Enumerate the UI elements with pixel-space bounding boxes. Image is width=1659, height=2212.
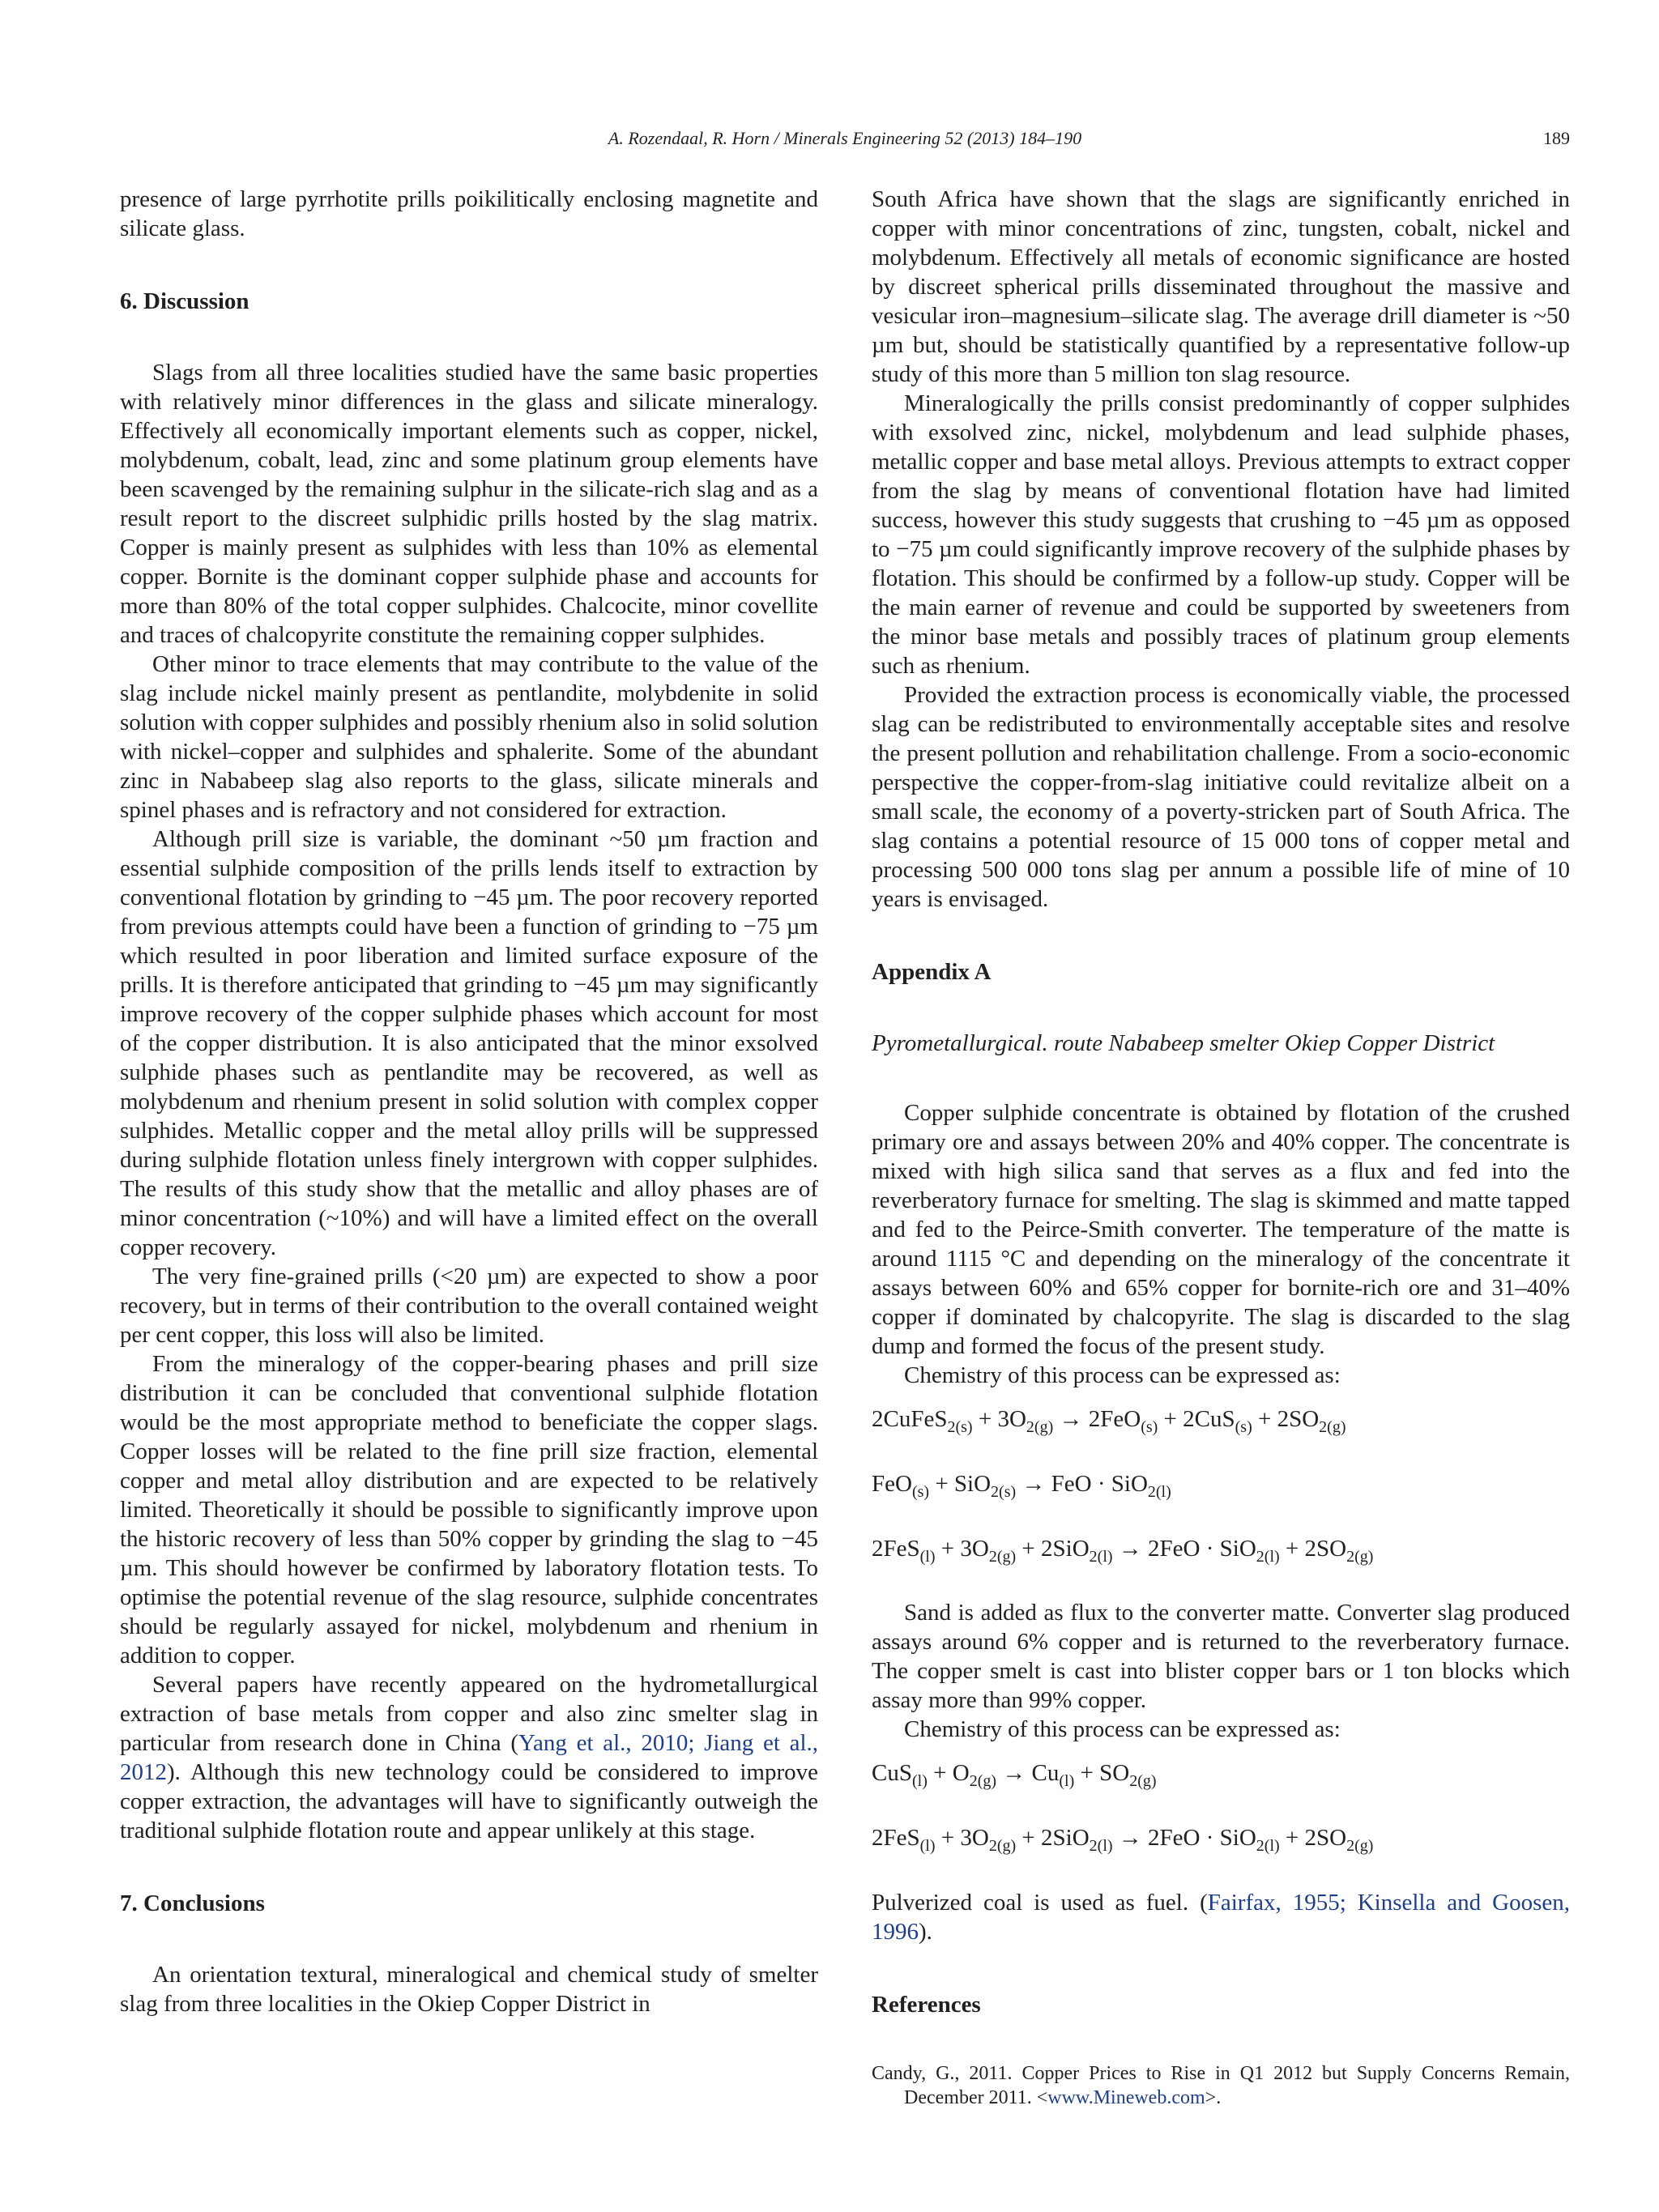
text: Pulverized coal is used as fuel. ( — [872, 1889, 1208, 1916]
text: >. — [1205, 2086, 1222, 2108]
paragraph: South Africa have shown that the slags are significantly enriched in copper with minor concentrations of zinc, tungsten, cobalt, nickel and molybdenum. Effectively all metals of economic significance are hosted by discreet spherical prills disseminated throughout the massive and vesicular iron–magnesium–silicate slag. The average drill diameter is ~50 µm but, should be statistically quantified by a representative follow-up study of this more than 5 million ton slag resource. — [872, 186, 1570, 387]
paragraph: Other minor to trace elements that may contribute to the value of the slag include nickel mainly present as pentlandite, molybdenite in solid solution with copper sulphides and possibly rhenium also in solid solution with nickel–copper and sulphides and sphalerite. Some of the abundant zinc in Nababeep slag also reports to the glass, silicate minerals and spinel phases and is refractory and not considered for extraction. — [120, 651, 818, 823]
citation-link[interactable]: Yang et al., 2010; Jiang et al., 2012 — [120, 1730, 818, 1785]
text: Candy, G., 2011. Copper Prices to Rise in Q1 2012 but Supply Concerns Remain, December 2011. < — [872, 2062, 1570, 2108]
paragraph: Sand is added as flux to the converter matte. Converter slag produced assays around 6% copper and is returned to the reverberatory furnace. The copper smelt is cast into blister copper bars or 1 ton blocks which assay more than 99% copper. — [872, 1600, 1570, 1714]
section-heading-appendix: Appendix A — [872, 959, 992, 985]
text: ). Although this new technology could be considered to improve copper extraction, the advantages will have to significantly outweigh the traditional sulphide flotation route and appear unlikely at this stage. — [120, 1759, 818, 1843]
section-heading-conclusions: 7. Conclusions — [120, 1890, 265, 1916]
page-number: 189 — [1543, 128, 1570, 148]
paragraph: From the mineralogy of the copper-bearing phases and prill size distribution it can be concluded that conventional sulphide flotation would be the most appropriate method to beneficiate the copper slags. Copper losses will be related to the fine prill size fraction, elemental copper and metal alloy distribution and are expected to be relatively limited. Theoretically it should be possible to significantly improve upon the historic recovery of less than 50% copper by grinding the slag to −45 µm. This should however be confirmed by laboratory flotation tests. To optimise the potential revenue of the slag resource, sulphide concentrates should be regularly assayed for nickel, molybdenum and rhenium in addition to copper. — [120, 1351, 818, 1669]
paragraph: Slags from all three localities studied have the same basic properties with relatively minor differences in the glass and silicate mineralogy. Effectively all economically important elements such as copper, nickel, molybdenum, cobalt, lead, zinc and some platinum group elements have been scavenged by the remaining sulphur in the silicate-rich slag and as a result report to the discreet sulphidic prills hosted by the slag matrix. Copper is mainly present as sulphides with less than 10% as elemental copper. Bornite is the dominant copper sulphide phase and accounts for more than 80% of the total copper sulphides. Chalcocite, minor covellite and traces of chalcopyrite constitute the remaining copper sulphides. — [120, 360, 818, 648]
text: ). — [919, 1918, 932, 1945]
subsection-heading: Pyrometallurgical. route Nababeep smelter Okiep Copper District — [872, 1030, 1495, 1056]
paragraph: Chemistry of this process can be expressed as: — [904, 1362, 1341, 1388]
paragraph — [872, 1888, 1570, 1946]
paragraph: Although prill size is variable, the dominant ~50 µm fraction and essential sulphide composition of the prills lends itself to extraction by conventional flotation by grinding to −45 µm. The poor recovery reported from previous attempts could have been a function of grinding to −75 µm which resulted in poor liberation and limited surface exposure of the prills. It is therefore anticipated that grinding to −45 µm may significantly improve recovery of the copper sulphide phases which account for most of the copper distribution. It is also anticipated that the minor exsolved sulphide phases such as pentlandite may be recovered, as well as molybdenum and rhenium present in solid solution with complex copper sulphides. Metallic copper and the metal alloy prills will be suppressed during sulphide flotation unless finely intergrown with copper sulphides. The results of this study show that the metallic and alloy phases are of minor concentration (~10%) and will have a limited effect on the overall copper recovery. — [120, 826, 818, 1260]
section-heading-references: References — [872, 1991, 981, 2018]
text: Several papers have recently appeared on the hydrometallurgical extraction of base metals from copper and also zinc smelter slag in particular from research done in China ( — [120, 1672, 818, 1756]
running-title: A. Rozendaal, R. Horn / Minerals Engineering 52 (2013) 184–190 — [608, 128, 1082, 148]
paragraph: The very fine-grained prills (<20 µm) are expected to show a poor recovery, but in terms of their contribution to the overall contained weight per cent copper, this loss will also be limited. — [120, 1264, 818, 1348]
left-column — [120, 185, 818, 2018]
paragraph: Chemistry of this process can be expressed as: — [904, 1716, 1341, 1743]
equation: $CuS_{(l)} + O_{2(g)} \to Cu_{(l)} + SO_{2(g)}$ — [872, 1760, 1157, 1791]
citation-link[interactable]: Fairfax, 1955; Kinsella and Goosen, 1996 — [872, 1889, 1570, 1945]
equation: $2FeS_{(l)} + 3O_{2(g)} + 2SiO_{2(l)} \to 2FeO \cdot SiO_{2(l)} + 2SO_{2(g)}$ — [872, 1535, 1374, 1566]
section-heading-discussion: 6. Discussion — [120, 288, 249, 314]
equation: 2CuFeS$_{2(s)}$ + $3O_{2(g)} \to 2FeO_{(s)} + 2CuS_{(s)} + 2SO_{2(g)}$ — [872, 1406, 1346, 1436]
paragraph: An orientation textural, mineralogical and chemical study of smelter slag from three localities in the Okiep Copper District in — [120, 1962, 818, 2017]
paragraph — [120, 1670, 818, 1845]
reference-link[interactable]: www.Mineweb.com — [1047, 2086, 1205, 2108]
equation: $2FeS_{(l)} + 3O_{2(g)} + 2SiO_{2(l)} \to 2FeO \cdot SiO_{2(l)} + 2SO_{2(g)}$ — [872, 1825, 1374, 1855]
right-column — [872, 185, 1570, 2110]
equation: FeO$_{(s)}$ + SiO$_{2(s)}$ → FeO · SiO$_{2(l)}$ — [872, 1470, 1171, 1501]
paragraph: Copper sulphide concentrate is obtained by flotation of the crushed primary ore and assays between 20% and 40% copper. The concentrate is mixed with high silica sand that serves as a flux and fed into the reverberatory furnace for smelting. The slag is skimmed and matte tapped and fed to the Peirce-Smith converter. The temperature of the matte is around 1115 °C and depending on the mineralogy of the concentrate it assays between 60% and 65% copper for bornite-rich ore and 31–40% copper if dominated by chalcopyrite. The slag is discarded to the slag dump and formed the focus of the present study. — [872, 1100, 1570, 1359]
paragraph: Provided the extraction process is economically viable, the processed slag can be redistributed to environmentally acceptable sites and resolve the present pollution and rehabilitation challenge. From a socio-economic perspective the copper-from-slag initiative could revitalize albeit on a small scale, the economy of a poverty-stricken part of South Africa. The slag contains a potential resource of 15 000 tons of copper metal and processing 500 000 tons slag per annum a possible life of mine of 10 years is envisaged. — [872, 682, 1570, 912]
reference-item — [872, 2061, 1570, 2110]
paragraph: presence of large pyrrhotite prills poikilitically enclosing magnetite and silicate glass. — [120, 186, 818, 241]
paragraph: Mineralogically the prills consist predominantly of copper sulphides with exsolved zinc, nickel, molybdenum and lead sulphide phases, metallic copper and base metal alloys. Previous attempts to extract copper from the slag by means of conventional flotation have had limited success, however this study suggests that crushing to −45 µm as opposed to −75 µm could significantly improve recovery of the sulphide phases by flotation. This should be confirmed by a follow-up study. Copper will be the main earner of revenue and could be supported by sweeteners from the minor base metals and possibly traces of platinum group elements such as rhenium. — [872, 390, 1570, 679]
running-head — [120, 128, 1570, 157]
